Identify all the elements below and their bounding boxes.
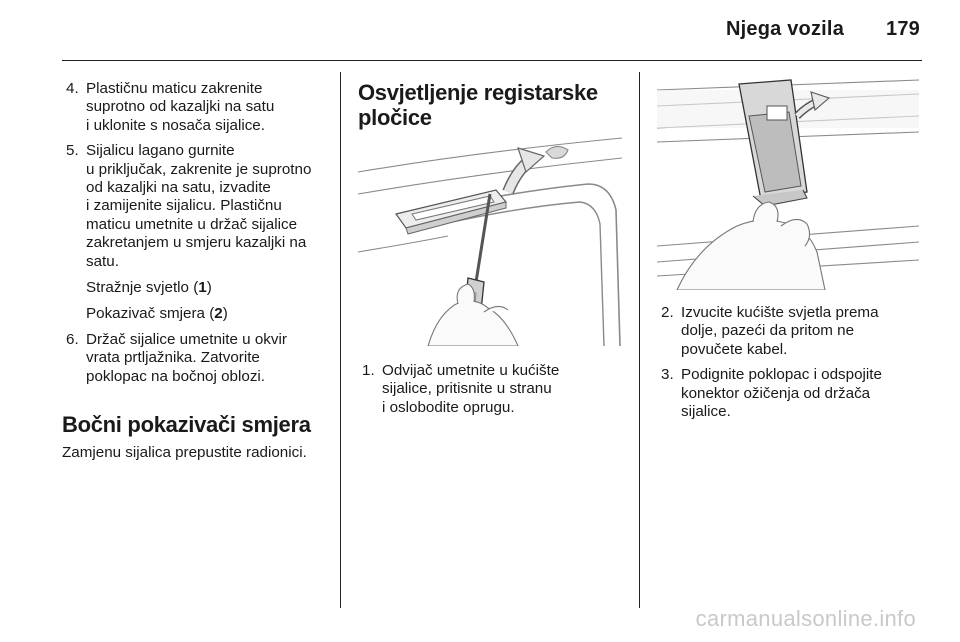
step-number: 1.: [362, 362, 375, 379]
step-number: 5.: [66, 142, 79, 160]
step-number: 2.: [661, 304, 674, 321]
step-item: [62, 80, 334, 135]
step-item: [657, 304, 919, 359]
column-divider-2: [639, 72, 640, 608]
step-item: [62, 142, 334, 324]
step-text: Držač sijalice umetnite u okvir vrata prtljažnika. Zatvorite poklopac na bočnoj oblozi.: [86, 330, 287, 385]
step-text: Podignite poklopac i odspojite konektor ožičenja od držača sijalice.: [681, 366, 882, 421]
hand-icon: [428, 284, 518, 346]
bulb-turn-signal: Pokazivač smjera (2): [86, 305, 228, 323]
step-list-1: [62, 80, 334, 386]
step-item: [358, 362, 634, 417]
bulb-rear-light: Stražnje svjetlo (1): [86, 279, 212, 297]
column-2: [358, 80, 634, 130]
page-number: 179: [886, 18, 920, 40]
step-item: [62, 331, 334, 386]
watermark: carmanualsonline.info: [695, 606, 916, 631]
section-note: Zamjenu sijalica prepustite radionici.: [62, 444, 307, 462]
step-item: [657, 366, 919, 421]
hand-icon: [677, 202, 825, 290]
section-header-title: Njega vozila: [726, 18, 845, 40]
column-divider-1: [340, 72, 341, 608]
step-list-3: [657, 304, 919, 421]
section-title-side-indicators: Bočni pokazivači smjera: [62, 412, 311, 438]
step-number: 3.: [661, 366, 674, 384]
step-text: Sijalicu lagano gurnite u priključak, zakrenite je suprotno od kazaljki na satu, izvadite i zamijenite sijalicu. Plastičnu maticu umetnite u držač sijalice zakretanjem u smjeru kazaljki na satu.: [86, 142, 312, 270]
illustration-housing: [657, 76, 919, 290]
column-3-steps: [657, 304, 919, 428]
section-title-plate-light: Osvjetljenje registarske pločice: [358, 80, 598, 130]
step-number: 6.: [66, 330, 79, 348]
step-text: Izvucite kućište svjetla prema dolje, pazeći da pritom ne povučete kabel.: [681, 304, 879, 358]
running-header: [726, 18, 920, 41]
curved-arrow-icon: [508, 148, 544, 192]
step-text: Plastičnu maticu zakrenite suprotno od kazaljki na satu i uklonite s nosača sijalice.: [86, 80, 275, 134]
illustration-screwdriver-drawing: [358, 132, 622, 346]
step-text: Odvijač umetnite u kućište sijalice, pritisnite u stranu i oslobodite oprugu.: [382, 362, 560, 416]
step-list-2: [358, 362, 634, 417]
step-number: 4.: [66, 80, 79, 97]
column-1: [62, 80, 334, 463]
header-rule: [62, 60, 922, 61]
illustration-housing-drawing: [657, 76, 919, 290]
column-2-steps: [358, 362, 634, 424]
illustration-screwdriver: [358, 132, 622, 346]
